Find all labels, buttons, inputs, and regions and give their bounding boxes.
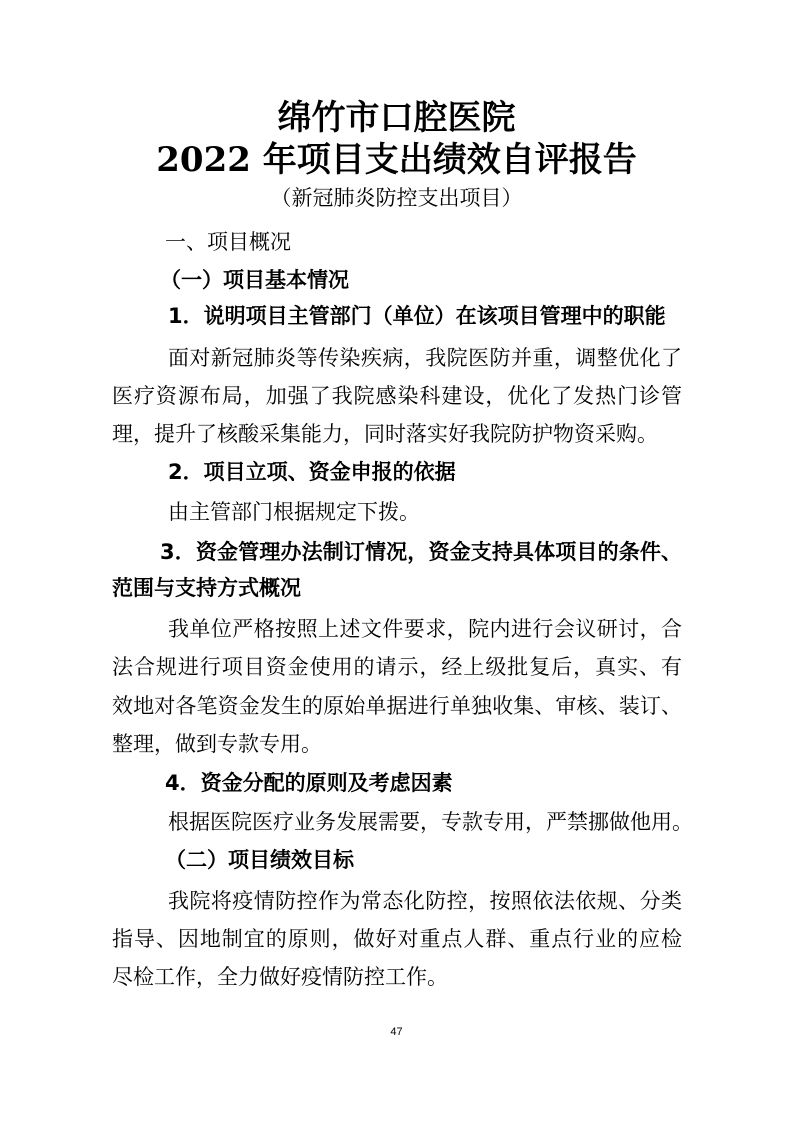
document-title-line1: 绵竹市口腔医院 — [277, 98, 516, 138]
paragraph-line: 理，提升了核酸采集能力，同时落实好我院防护物资采购。 — [112, 422, 658, 446]
item-heading-1: 1．说明项目主管部门（单位）在该项目管理中的职能 — [168, 304, 666, 328]
paragraph-line: 效地对各笔资金发生的原始单据进行单独收集、审核、装订、 — [112, 694, 682, 718]
document-subtitle: （新冠肺炎防控支出项目） — [270, 186, 523, 210]
subsection-heading-performance-goals: （二）项目绩效目标 — [165, 848, 354, 872]
document-title-line2: 2022 年项目支出绩效自评报告 — [156, 140, 637, 180]
page-number: 47 — [390, 1026, 403, 1038]
section-heading-overview: 一、项目概况 — [165, 230, 291, 254]
paragraph-line: 根据医院医疗业务发展需要，专款专用，严禁挪做他用。 — [168, 810, 693, 834]
paragraph-line: 整理，做到专款专用。 — [112, 732, 322, 756]
paragraph-line: 我单位严格按照上述文件要求，院内进行会议研讨，合 — [168, 617, 682, 641]
item-heading-3: 3．资金管理办法制订情况，资金支持具体项目的条件、 — [160, 540, 682, 564]
item-heading-2: 2．项目立项、资金申报的依据 — [168, 460, 456, 484]
paragraph-line: 指导、因地制宜的原则，做好对重点人群、重点行业的应检 — [112, 927, 682, 951]
paragraph-line: 我院将疫情防控作为常态化防控，按照依法依规、分类 — [168, 889, 682, 913]
item-heading-4: 4．资金分配的原则及考虑因素 — [165, 771, 453, 795]
paragraph-line: 尽检工作，全力做好疫情防控工作。 — [112, 965, 448, 989]
paragraph-line: 面对新冠肺炎等传染疾病，我院医防并重，调整优化了 — [168, 346, 682, 370]
paragraph-line: 医疗资源布局，加强了我院感染科建设，优化了发热门诊管 — [112, 384, 682, 408]
paragraph-line: 由主管部门根据规定下拨。 — [168, 500, 420, 524]
subsection-heading-basic-info: （一）项目基本情况 — [160, 268, 349, 292]
item-heading-3-continued: 范围与支持方式概况 — [112, 576, 301, 600]
paragraph-line: 法合规进行项目资金使用的请示，经上级批复后，真实、有 — [112, 655, 682, 679]
